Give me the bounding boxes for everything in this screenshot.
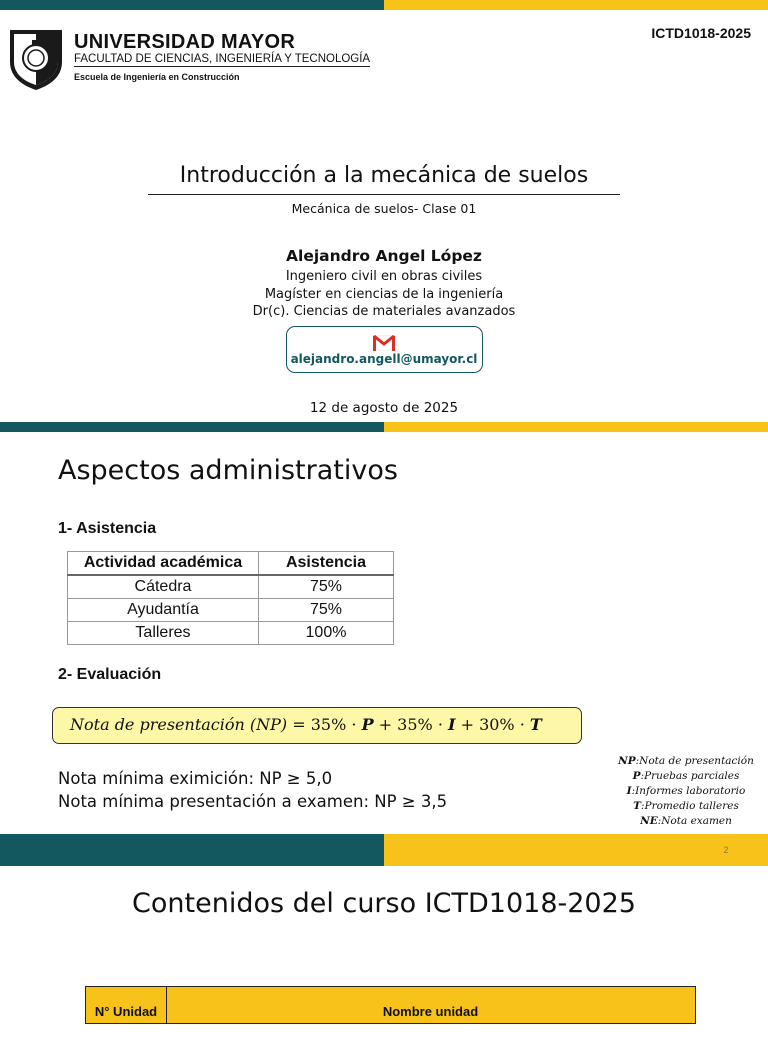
faculty-name: FACULTAD DE CIENCIAS, INGENIERÍA Y TECNOLOGÍA bbox=[74, 53, 371, 65]
table-header-row bbox=[68, 552, 394, 576]
author-credentials bbox=[148, 268, 620, 321]
rule-exemption: Nota mínima eximición: NP ≥ 5,0 bbox=[58, 769, 333, 788]
top-bar-yellow bbox=[384, 0, 768, 10]
university-name: UNIVERSIDAD MAYOR bbox=[74, 31, 296, 53]
legend-text: :Nota examen bbox=[657, 815, 732, 827]
legend-symbol: NE bbox=[640, 815, 658, 827]
credential-line: Ingeniero civil en obras civiles bbox=[285, 269, 483, 284]
legend-symbol: NP bbox=[618, 755, 636, 767]
legend-symbol: I bbox=[626, 785, 632, 797]
lecture-date: 12 de agosto de 2025 bbox=[309, 400, 459, 416]
table-cell: 75% bbox=[259, 575, 394, 599]
section-evaluation-title: 2- Evaluación bbox=[58, 666, 162, 683]
footer-bar-yellow bbox=[384, 834, 768, 866]
school-name: Escuela de Ingeniería en Construcción bbox=[74, 72, 240, 82]
table-header: Asistencia bbox=[259, 552, 394, 576]
top-bar-teal bbox=[0, 0, 384, 10]
attendance-table bbox=[67, 551, 394, 645]
table-row bbox=[68, 575, 394, 599]
formula-legend bbox=[596, 754, 768, 829]
author-name: Alejandro Angel López bbox=[286, 247, 482, 265]
legend-item bbox=[596, 784, 768, 799]
table-row bbox=[68, 599, 394, 622]
credential-line: Dr(c). Ciencias de materiales avanzados bbox=[252, 304, 516, 319]
table-cell: 100% bbox=[259, 622, 394, 645]
lecture-subtitle: Mecánica de suelos- Clase 01 bbox=[291, 201, 477, 216]
credential-line: Magíster en ciencias de la ingeniería bbox=[264, 286, 504, 302]
legend-item bbox=[596, 799, 768, 814]
section-attendance-title: 1- Asistencia bbox=[58, 520, 157, 537]
gmail-icon bbox=[373, 335, 395, 351]
table-cell: Talleres bbox=[68, 622, 259, 645]
formula-lhs: Nota de presentación (NP) bbox=[70, 715, 288, 734]
university-shield-logo bbox=[8, 28, 64, 92]
legend-text: :Informes laboratorio bbox=[631, 785, 746, 797]
formula-part: + 35% · bbox=[373, 715, 448, 734]
legend-item bbox=[596, 814, 768, 829]
legend-text: :Pruebas parciales bbox=[640, 770, 740, 782]
legend-item bbox=[596, 754, 768, 769]
table-cell: Cátedra bbox=[68, 575, 259, 599]
formula-symbol: P bbox=[361, 715, 374, 734]
legend-item bbox=[596, 769, 768, 784]
page-number: 2 bbox=[723, 845, 729, 855]
table-header: Actividad académica bbox=[68, 552, 259, 576]
course-code: ICTD1018-2025 bbox=[651, 25, 751, 41]
lecture-title: Introducción a la mecánica de suelos bbox=[179, 163, 589, 188]
formula-symbol: T bbox=[529, 715, 542, 734]
legend-symbol: P bbox=[632, 770, 641, 782]
units-col-name: Nombre unidad bbox=[382, 1004, 479, 1019]
grade-formula bbox=[52, 707, 582, 744]
formula-symbol: I bbox=[448, 715, 456, 734]
legend-text: :Promedio talleres bbox=[640, 800, 739, 812]
email-address[interactable]: alejandro.angell@umayor.cl bbox=[290, 352, 478, 366]
divider-bar-yellow bbox=[384, 422, 768, 432]
units-table-header bbox=[85, 986, 696, 1024]
divider-bar-teal bbox=[0, 422, 384, 432]
formula-part: + 30% · bbox=[455, 715, 530, 734]
footer-bar-teal bbox=[0, 834, 384, 866]
table-cell: 75% bbox=[259, 599, 394, 622]
table-cell: Ayudantía bbox=[68, 599, 259, 622]
units-col-number: N° Unidad bbox=[86, 987, 167, 1023]
table-row bbox=[68, 622, 394, 645]
grade-rules bbox=[58, 767, 447, 813]
rule-exam: Nota mínima presentación a examen: NP ≥ 3,5 bbox=[58, 792, 448, 811]
email-box[interactable] bbox=[286, 326, 483, 373]
formula-part: = 35% · bbox=[287, 715, 362, 734]
slide3-heading: Contenidos del curso ICTD1018-2025 bbox=[132, 888, 636, 919]
legend-text: :Nota de presentación bbox=[635, 755, 754, 767]
title-underline bbox=[148, 194, 620, 195]
slide2-heading: Aspectos administrativos bbox=[58, 455, 398, 486]
legend-symbol: T bbox=[633, 800, 641, 812]
